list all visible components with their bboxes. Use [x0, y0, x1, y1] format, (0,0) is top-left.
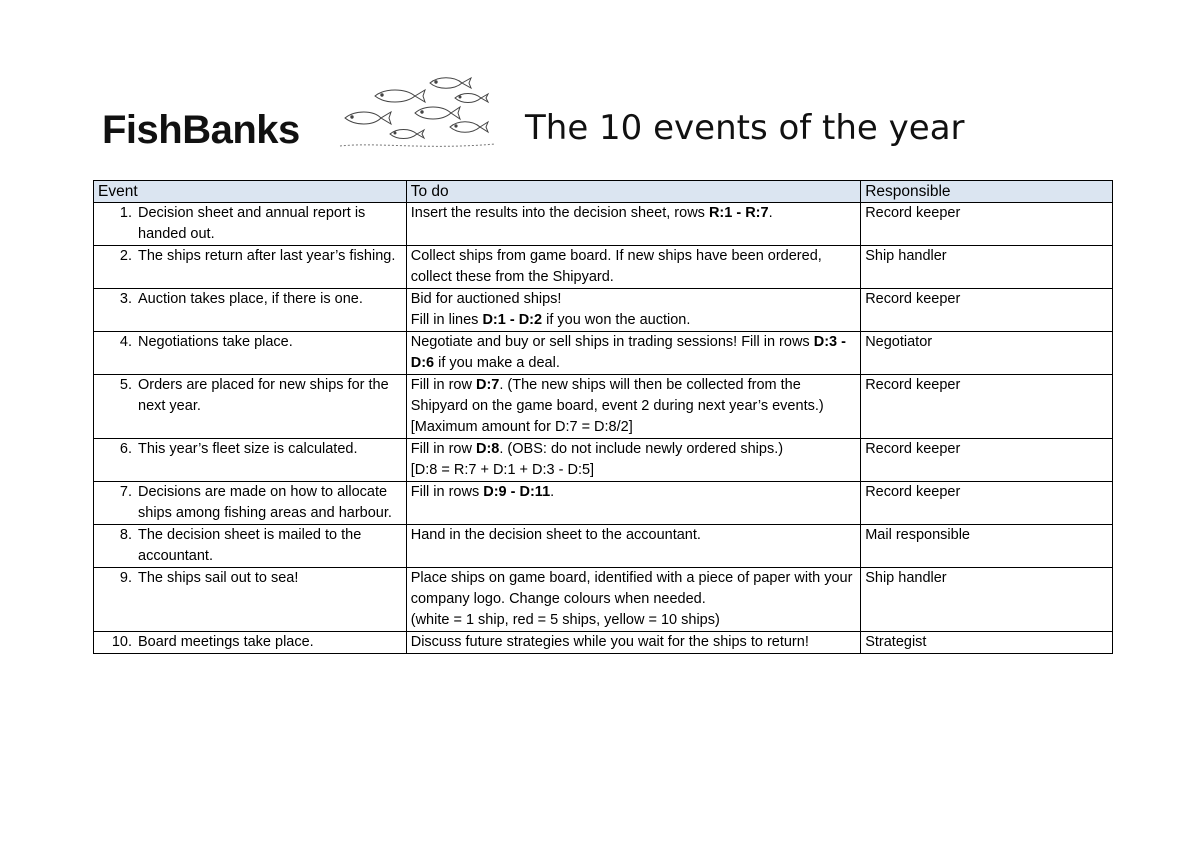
- column-header-todo: To do: [406, 181, 860, 203]
- responsible-cell: Ship handler: [861, 246, 1113, 289]
- responsible-cell: Record keeper: [861, 482, 1113, 525]
- table-header-row: [94, 181, 1113, 203]
- todo-text: Negotiate and buy or sell ships in trading sessions! Fill in rows: [410, 334, 814, 350]
- event-number: 9.: [119, 570, 132, 586]
- row-reference: R:1 - R:7: [708, 205, 769, 221]
- todo-text: Discuss future strategies while you wait for the ships to return!: [410, 634, 809, 650]
- row-reference: D:8: [476, 441, 500, 457]
- event-number: 10.: [111, 634, 132, 650]
- event-cell: [94, 632, 407, 654]
- responsible-cell: Mail responsible: [861, 525, 1113, 568]
- todo-text: Fill in row: [410, 441, 476, 457]
- todo-text: Collect ships from game board. If new ships have been ordered, collect these from the Shipyard.: [410, 248, 822, 285]
- row-reference: D:7: [476, 377, 500, 393]
- todo-cell: [406, 632, 860, 654]
- table-row: [94, 525, 1113, 568]
- event-cell: [94, 375, 407, 439]
- event-text: Decisions are made on how to allocate ships among fishing areas and harbour.: [138, 484, 392, 521]
- todo-cell: [406, 289, 860, 332]
- responsible-cell: Record keeper: [861, 439, 1113, 482]
- event-text: Decision sheet and annual report is handed out.: [138, 205, 366, 242]
- row-reference: D:1 - D:2: [482, 312, 543, 328]
- row-reference: D:9 - D:11: [483, 484, 551, 500]
- responsible-cell: Ship handler: [861, 568, 1113, 632]
- event-text: The ships return after last year’s fishing.: [138, 248, 396, 264]
- responsible-cell: Strategist: [861, 632, 1113, 654]
- event-cell: [94, 525, 407, 568]
- todo-text: Bid for auctioned ships!: [410, 291, 562, 307]
- event-cell: [94, 568, 407, 632]
- event-number: 3.: [119, 291, 132, 307]
- event-cell: [94, 203, 407, 246]
- responsible-cell: Negotiator: [861, 332, 1113, 375]
- todo-cell: [406, 439, 860, 482]
- event-cell: [94, 439, 407, 482]
- responsible-cell: Record keeper: [861, 289, 1113, 332]
- event-text: Auction takes place, if there is one.: [138, 291, 363, 307]
- event-cell: [94, 246, 407, 289]
- todo-text: Fill in rows: [410, 484, 484, 500]
- event-number: 6.: [119, 441, 132, 457]
- row-reference: D:3 - D:6: [410, 334, 846, 371]
- todo-cell: [406, 568, 860, 632]
- school-of-fish-icon: [335, 70, 500, 152]
- event-number: 5.: [119, 377, 132, 393]
- table-row: [94, 375, 1113, 439]
- table-row: [94, 332, 1113, 375]
- todo-text: Fill in row: [410, 377, 476, 393]
- event-cell: [94, 332, 407, 375]
- todo-text: .: [550, 484, 555, 500]
- todo-text: . (The new ships will then be collected from the Shipyard on the game board, event 2 during next year’s events.) [Maximum amount for D:7 = D:8/2]: [410, 377, 824, 435]
- table-row: [94, 482, 1113, 525]
- todo-cell: [406, 203, 860, 246]
- todo-text: Hand in the decision sheet to the accountant.: [410, 527, 701, 543]
- todo-text: Fill in lines: [410, 312, 483, 328]
- todo-cell: [406, 332, 860, 375]
- event-number: 8.: [119, 527, 132, 543]
- events-table: [93, 180, 1113, 654]
- event-number: 4.: [119, 334, 132, 350]
- document-header: [100, 70, 1000, 160]
- responsible-cell: Record keeper: [861, 375, 1113, 439]
- responsible-cell: Record keeper: [861, 203, 1113, 246]
- todo-text: Place ships on game board, identified with a piece of paper with your company logo. Change colours when needed.: [410, 570, 853, 607]
- event-text: Orders are placed for new ships for the next year.: [138, 377, 389, 414]
- fishbanks-logo: [100, 70, 500, 156]
- event-number: 1.: [119, 205, 132, 221]
- todo-text: Insert the results into the decision sheet, rows: [410, 205, 709, 221]
- event-text: Board meetings take place.: [138, 634, 314, 650]
- table-row: [94, 289, 1113, 332]
- page-title: The 10 events of the year: [525, 108, 965, 148]
- todo-cell: [406, 482, 860, 525]
- table-row: [94, 203, 1113, 246]
- logo-text: FishBanks: [102, 108, 300, 152]
- todo-text: if you make a deal.: [434, 355, 560, 371]
- table-row: [94, 568, 1113, 632]
- event-text: The ships sail out to sea!: [138, 570, 299, 586]
- event-number: 2.: [119, 248, 132, 264]
- event-cell: [94, 289, 407, 332]
- event-text: This year’s fleet size is calculated.: [138, 441, 358, 457]
- todo-cell: [406, 246, 860, 289]
- table-row: [94, 246, 1113, 289]
- todo-text: . (OBS: do not include newly ordered ships.): [499, 441, 784, 457]
- todo-cell: [406, 525, 860, 568]
- todo-text: if you won the auction.: [542, 312, 691, 328]
- column-header-responsible: Responsible: [861, 181, 1113, 203]
- event-cell: [94, 482, 407, 525]
- column-header-event: Event: [94, 181, 407, 203]
- table-row: [94, 632, 1113, 654]
- todo-text: (white = 1 ship, red = 5 ships, yellow = 10 ships): [410, 612, 720, 628]
- todo-text: [D:8 = R:7 + D:1 + D:3 - D:5]: [410, 462, 595, 478]
- todo-cell: [406, 375, 860, 439]
- event-text: Negotiations take place.: [138, 334, 293, 350]
- event-number: 7.: [119, 484, 132, 500]
- todo-text: .: [768, 205, 773, 221]
- table-row: [94, 439, 1113, 482]
- event-text: The decision sheet is mailed to the accountant.: [138, 527, 362, 564]
